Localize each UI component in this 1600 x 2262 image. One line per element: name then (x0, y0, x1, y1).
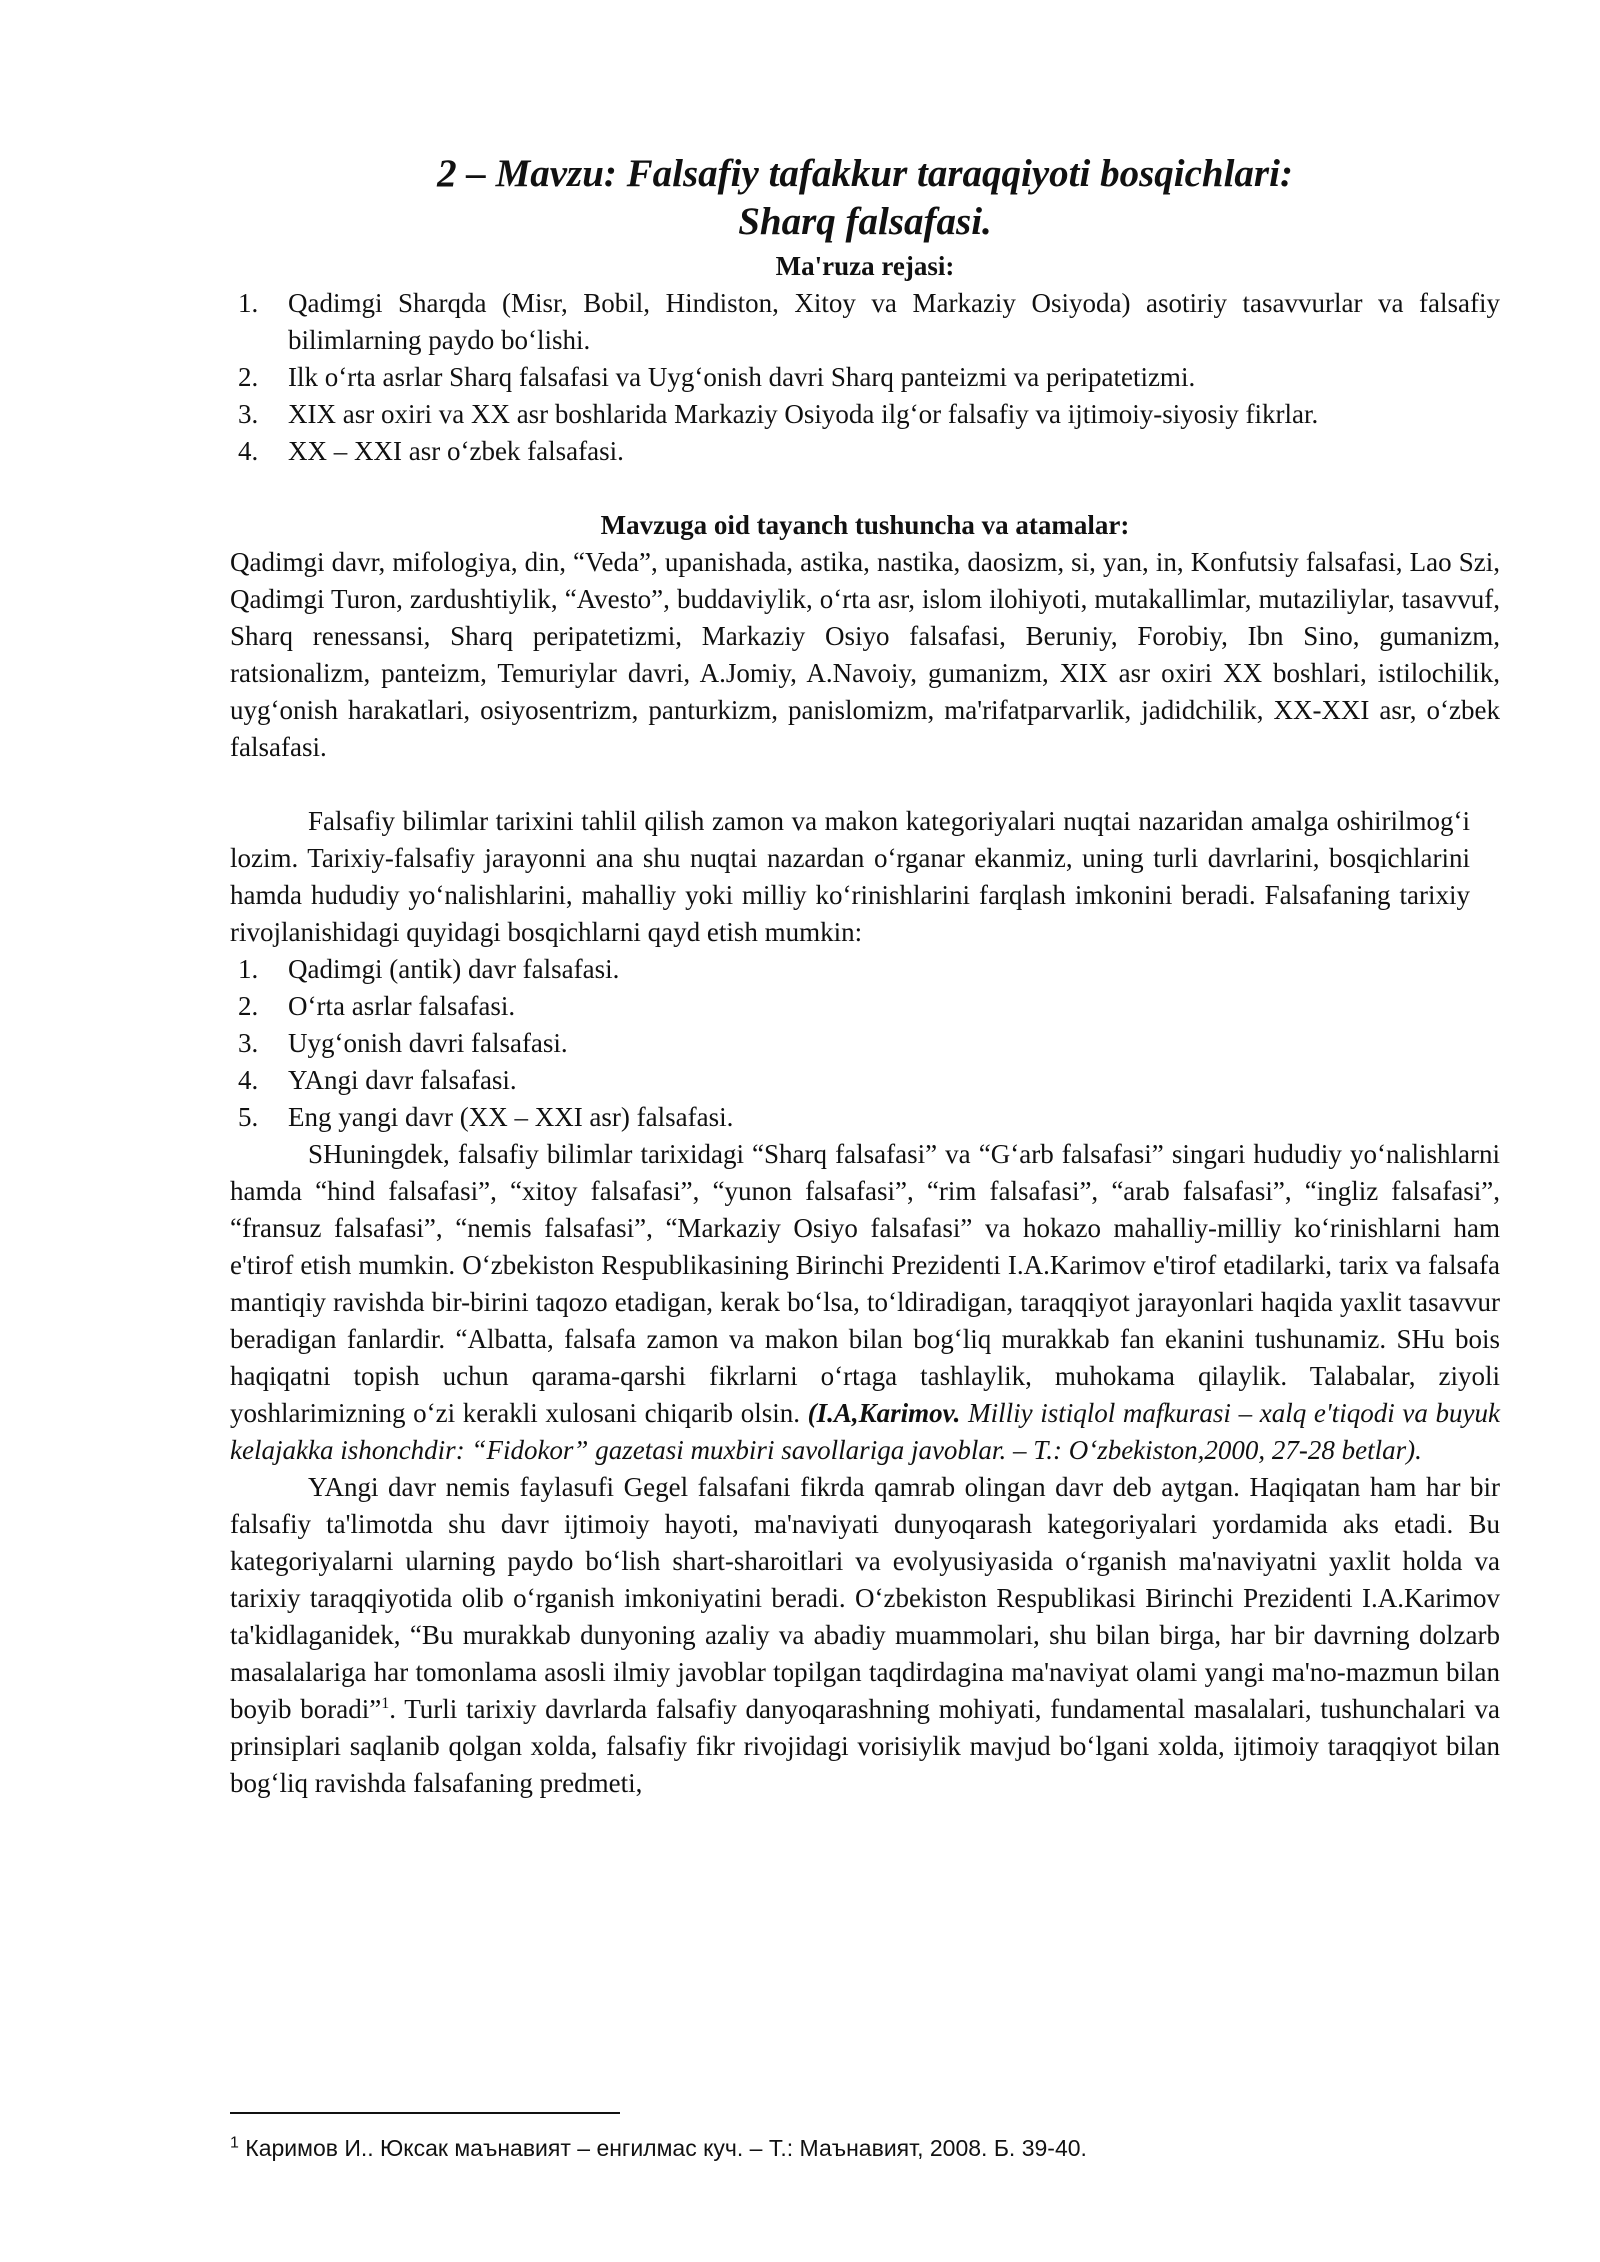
lecture-plan-list (230, 285, 1500, 470)
footnote-text: Каримов И.. Юксак маънавият – енгилмас куч. – Т.: Маънавият, 2008. Б. 39-40. (238, 2135, 1087, 2161)
paragraph-spacer (230, 766, 1500, 803)
body-paragraph-3 (230, 1469, 1500, 1802)
list-item (230, 396, 1500, 433)
list-number: 2. (238, 362, 259, 392)
key-terms-heading: Mavzuga oid tayanch tushuncha va atamalar: (600, 510, 1130, 540)
citation-author: (I.A,Karimov. (807, 1398, 961, 1428)
philosophy-stages-list (230, 951, 1500, 1136)
list-item-text: Qadimgi Sharqda (Misr, Bobil, Hindiston, Xitoy va Markaziy Osiyoda) asotiriy tasavvurlar va falsafiy bilimlarning paydo bo‘lishi. (288, 288, 1500, 355)
footnote-marker: 1 (230, 2134, 239, 2152)
list-item-text: Qadimgi (antik) davr falsafasi. (288, 954, 620, 984)
paragraph-text: SHuningdek, falsafiy bilimlar tarixidagi “Sharq falsafasi” va “G‘arb falsafasi” singari hududiy yo‘nalishlarni hamda “hind falsafasi”, “xitoy falsafasi”, “yunon falsafasi”, “rim falsafasi”, “arab falsafasi”, “ingliz falsafasi”, “fransuz falsafasi”, “nemis falsafasi”, “Markaziy Osiyo falsafasi” va hokazo mahalliy-milliy ko‘rinishlarni ham e'tirof etish mumkin. O‘zbekiston Respublikasining Birinchi Prezidenti I.A.Karimov e'tirof etadilarki, tarix va falsafa mantiqiy ravishda bir-birini taqozo etadigan, kerak bo‘lsa, to‘ldiradigan, taraqqiyot jarayonlari haqida yaxlit tasavvur beradigan fanlardir. “Albatta, falsafa zamon va makon bilan bog‘liq murakkab fan ekanini tushunamiz. SHu bois haqiqatni topish uchun qarama-qarshi fikrlarni o‘rtaga tashlaylik, muhokama qilaylik. Talabalar, ziyoli yoshlarimizning o‘zi kerakli xulosani chiqarib olsin. (230, 1139, 1500, 1428)
list-number: 5. (238, 1102, 259, 1132)
list-item (230, 1099, 1500, 1136)
list-item (230, 433, 1500, 470)
list-number: 3. (238, 399, 259, 429)
list-number: 3. (238, 1028, 259, 1058)
lecture-plan-heading: Ma'ruza rejasi: (775, 251, 955, 281)
title-line-1: 2 – Mavzu: Falsafiy tafakkur taraqqiyoti bosqichlari: (437, 152, 1293, 195)
list-item (230, 988, 1500, 1025)
footnote (230, 2132, 1500, 2164)
list-item (230, 285, 1500, 359)
list-item-text: Eng yangi davr (XX – XXI asr) falsafasi. (288, 1102, 734, 1132)
title-line-2: Sharq falsafasi. (738, 200, 992, 243)
list-number: 4. (238, 1065, 259, 1095)
page-content (230, 150, 1500, 1802)
citation-source: Milliy istiqlol mafkurasi – xalq e'tiqodi va buyuk kelajakka ishonchdir: “Fidokor” gazetasi muxbiri savollariga javoblar. – T.: O‘zbekiston,2000, 27-28 betlar). (230, 1398, 1500, 1465)
page-title (230, 150, 1500, 246)
list-item-text: XIX asr oxiri va XX asr boshlarida Markaziy Osiyoda ilg‘or falsafiy va ijtimoiy-siyosiy fikrlar. (288, 399, 1319, 429)
list-item (230, 1025, 1500, 1062)
body-paragraph-2 (230, 1136, 1500, 1469)
footnote-separator (230, 2112, 620, 2114)
list-item (230, 1062, 1500, 1099)
list-item-text: XX – XXI asr o‘zbek falsafasi. (288, 436, 624, 466)
list-item (230, 359, 1500, 396)
list-item-text: YAngi davr falsafasi. (288, 1065, 517, 1095)
list-number: 1. (238, 288, 259, 318)
list-item (230, 951, 1500, 988)
paragraph-text: . Turli tarixiy davrlarda falsafiy danyoqarashning mohiyati, fundamental masalalari, tushunchalari va prinsiplari saqlanib qolgan xolda, falsafiy fikr rivojidagi vorisiylik mavjud bo‘lgani xolda, ijtimoiy taraqqiyot bilan bog‘liq ravishda falsafaning predmeti, (230, 1694, 1500, 1798)
list-number: 2. (238, 991, 259, 1021)
body-paragraph-1: Falsafiy bilimlar tarixini tahlil qilish zamon va makon kategoriyalari nuqtai nazaridan amalga oshirilmog‘i lozim. Tarixiy-falsafiy jarayonni ana shu nuqtai nazardan o‘rganar ekanmiz, uning turli davrlarini, bosqichlarini hamda hududiy yo‘nalishlarini, mahalliy yoki milliy ko‘rinishlarini farqlash imkonini beradi. Falsafaning tarixiy rivojlanishidagi quyidagi bosqichlarni qayd etish mumkin: (230, 806, 1470, 947)
paragraph-text: YAngi davr nemis faylasufi Gegel falsafani fikrda qamrab olingan davr deb aytgan. Haqiqatan ham har bir falsafiy ta'limotda shu davr ijtimoiy hayoti, ma'naviyati dunyoqarash kategoriyalari yordamida aks etadi. Bu kategoriyalarni ularning paydo bo‘lish shart-sharoitlari va evolyusiyasida o‘rganish ma'naviyatni yaxlit holda va tarixiy taraqqiyotida olib o‘rganish imkoniyatini beradi. O‘zbekiston Respublikasi Birinchi Prezidenti I.A.Karimov ta'kidlaganidek, “Bu murakkab dunyoning azaliy va abadiy muammolari, shu bilan birga, har bir davrning dolzarb masalalariga har tomonlama asosli ilmiy javoblar topilgan taqdirdagina ma'naviyat olami yangi ma'no-mazmun bilan boyib boradi” (230, 1472, 1500, 1724)
footnote-reference[interactable]: 1 (381, 1695, 390, 1712)
list-number: 1. (238, 954, 259, 984)
list-number: 4. (238, 436, 259, 466)
key-terms-paragraph: Qadimgi davr, mifologiya, din, “Veda”, upanishada, astika, nastika, daosizm, si, yan, in, Konfutsiy falsafasi, Lao Szi, Qadimgi Turon, zardushtiylik, “Avesto”, buddaviylik, o‘rta asr, islom ilohiyoti, mutakallimlar, mutaziliylar, tasavvuf, Sharq renessansi, Sharq peripatetizmi, Markaziy Osiyo falsafasi, Beruniy, Forobiy, Ibn Sino, gumanizm, ratsionalizm, panteizm, Temuriylar davri, A.Jomiy, A.Navoiy, gumanizm, XIX asr oxiri XX boshlari, istilochilik, uyg‘onish harakatlari, osiyosentrizm, panturkizm, panislomizm, ma'rifatparvarlik, jadidchilik, XX-XXI asr, o‘zbek falsafasi. (230, 547, 1500, 762)
list-item-text: Ilk o‘rta asrlar Sharq falsafasi va Uyg‘onish davri Sharq panteizmi va peripatetizmi. (288, 362, 1196, 392)
list-item-text: Uyg‘onish davri falsafasi. (288, 1028, 568, 1058)
list-item-text: O‘rta asrlar falsafasi. (288, 991, 516, 1021)
